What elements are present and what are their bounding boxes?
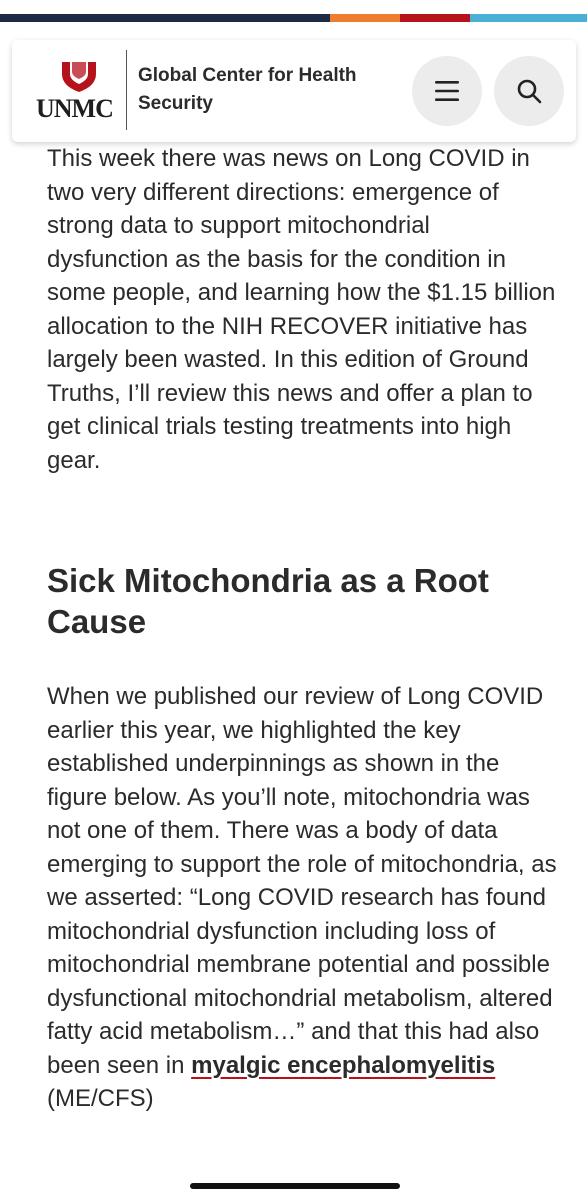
top-color-stripe bbox=[0, 14, 587, 22]
menu-button[interactable] bbox=[412, 56, 482, 126]
hamburger-menu-icon bbox=[434, 80, 460, 102]
site-header bbox=[12, 40, 576, 142]
section-heading: Sick Mitochondria as a Root Cause bbox=[47, 562, 489, 640]
search-icon bbox=[516, 78, 542, 104]
body-paragraph bbox=[47, 680, 557, 1116]
unmc-shield-icon bbox=[60, 60, 98, 94]
search-button[interactable] bbox=[494, 56, 564, 126]
unmc-logo[interactable] bbox=[36, 60, 130, 122]
site-name[interactable]: Global Center for Health Security bbox=[138, 65, 357, 114]
home-indicator[interactable] bbox=[190, 1183, 400, 1189]
me-cfs-link[interactable]: myalgic encephalomyelitis bbox=[191, 1051, 496, 1079]
stripe-segment bbox=[235, 14, 330, 22]
stripe-segment bbox=[470, 14, 587, 22]
article-body bbox=[47, 142, 557, 1116]
body-text: When we published our review of Long COVID earlier this year, we highlighted the key established underpinnings as shown in the figure below. As you’ll note, mitochondria was not one of them. There was a body of data emerging to support the role of mitochondria, as we asserted: “Long COVID research has found mitochondrial dysfunction including loss of mitochondrial membrane potential and possible dysfunctional mitochondrial metabolism, altered fatty acid metabolism…” and that this had also been seen in bbox=[47, 683, 557, 1079]
stripe-segment bbox=[0, 14, 235, 22]
intro-paragraph: This week there was news on Long COVID in two very different directions: emergence of strong data to support mitochondrial dysfunction as the basis for the condition in some people, and learning how the $1.15 billion allocation to the NIH RECOVER initiative has largely been wasted. In this edition of Ground Truths, I’ll review this news and offer a plan to get clinical trials testing treatments into high gear. bbox=[47, 145, 556, 474]
stripe-segment bbox=[400, 14, 470, 22]
logo-text: UNMC bbox=[36, 94, 113, 123]
stripe-segment bbox=[330, 14, 400, 22]
header-divider bbox=[126, 50, 127, 130]
body-tail-text: (ME/CFS) bbox=[47, 1085, 154, 1112]
